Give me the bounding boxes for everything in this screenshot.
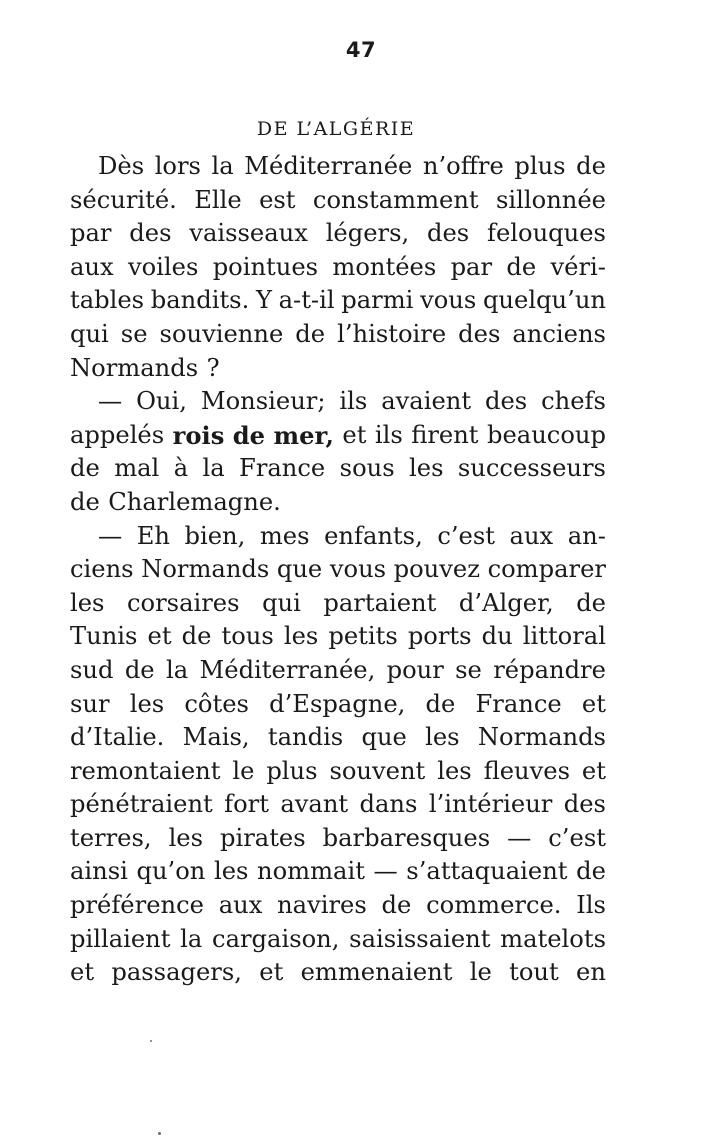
word: rois	[172, 420, 225, 450]
text-line	[70, 385, 606, 419]
word: sécurité.	[70, 185, 177, 214]
word: Elle	[194, 185, 242, 214]
word: de	[124, 655, 155, 684]
word: navires	[277, 891, 367, 920]
word: de	[576, 588, 606, 617]
text-line	[70, 150, 606, 184]
word: France	[239, 454, 326, 483]
text-line	[70, 923, 606, 957]
word: tout	[509, 958, 559, 987]
page-number: 47	[345, 38, 377, 62]
word: côtes	[184, 689, 249, 718]
paper-speck	[150, 1040, 152, 1042]
word: du	[481, 622, 513, 651]
text-line	[70, 352, 606, 386]
word: des	[484, 387, 528, 416]
text-line	[70, 855, 606, 889]
word: tables	[70, 286, 145, 315]
word: ciens	[70, 555, 134, 584]
word: beaucoup	[486, 420, 606, 449]
text-line	[70, 184, 606, 218]
word: fort	[224, 790, 269, 819]
word: partaient	[323, 588, 437, 617]
word: les	[283, 622, 319, 651]
word: d’Italie.	[70, 723, 165, 752]
word: pirates	[220, 823, 306, 852]
text-line	[70, 318, 606, 352]
word: en	[576, 958, 606, 987]
word: légers,	[325, 219, 410, 248]
word: de	[232, 420, 266, 450]
text-line	[70, 822, 606, 856]
word: vaisseaux	[189, 219, 308, 248]
word: c’est	[437, 521, 495, 550]
word: remontaient	[70, 756, 221, 785]
word: —	[98, 387, 123, 416]
word: les	[437, 756, 472, 785]
word: des	[129, 219, 172, 248]
word: par	[70, 219, 112, 248]
word: an-	[567, 521, 606, 550]
word: de	[425, 689, 456, 718]
word: d’Espagne,	[269, 689, 406, 718]
word: saisissaient	[349, 924, 491, 953]
word: appelés	[70, 420, 165, 449]
word: emmenaient	[300, 958, 453, 987]
word: —	[98, 521, 123, 550]
word: mes	[259, 521, 310, 550]
text-line	[70, 654, 606, 688]
word: lors	[154, 152, 201, 180]
running-head: DE L’ALGÉRIE	[256, 118, 416, 140]
text-line	[70, 217, 606, 251]
word: la	[202, 454, 225, 483]
word: vous	[329, 555, 387, 584]
text-line	[70, 889, 606, 923]
paper-speck	[158, 1132, 161, 1135]
word: comparer	[487, 555, 606, 584]
word: ports	[407, 622, 472, 651]
word: ils	[339, 387, 368, 416]
word: s’attaquaient	[406, 857, 568, 886]
word: Eh	[136, 521, 170, 550]
word: l’histoire	[337, 319, 447, 348]
text-line	[70, 452, 606, 486]
word: par	[450, 252, 493, 281]
word: Mais,	[182, 723, 250, 752]
word: de	[70, 487, 100, 516]
word: de	[295, 319, 326, 348]
word: corsaires	[127, 588, 240, 617]
word: sillonnée	[496, 185, 606, 214]
word: souvienne	[159, 319, 284, 348]
word: ils	[374, 420, 403, 449]
word: les	[129, 689, 165, 718]
word: la	[211, 152, 234, 180]
word: ?	[206, 353, 220, 382]
word: préférence	[70, 891, 204, 920]
word: chefs	[541, 387, 606, 416]
word: et	[581, 756, 606, 785]
word: Méditerranée	[244, 152, 413, 180]
word: des	[563, 790, 606, 819]
word: le	[232, 756, 255, 785]
word: pointues	[212, 252, 319, 281]
word: aux	[218, 891, 263, 920]
text-line	[70, 755, 606, 789]
word: aux	[70, 252, 114, 281]
word: commerce.	[426, 891, 562, 920]
word: les	[213, 857, 249, 886]
word: firent	[411, 420, 479, 449]
word: n’offre	[422, 152, 504, 180]
word: de	[70, 454, 100, 483]
word: c’est	[548, 823, 606, 852]
word: tandis	[267, 723, 344, 752]
word: qu’on	[136, 857, 206, 886]
word: répandre	[493, 655, 606, 684]
word: Monsieur;	[200, 387, 326, 416]
text-line	[70, 721, 606, 755]
word: est	[259, 185, 296, 214]
word: littoral	[522, 622, 606, 651]
word: sur	[70, 689, 110, 718]
word: que	[276, 555, 323, 584]
word: felouques	[487, 219, 606, 248]
word: véri-	[550, 252, 606, 281]
text-line	[70, 788, 606, 822]
word: constamment	[312, 185, 479, 214]
word: passagers,	[111, 958, 242, 987]
text-line	[70, 688, 606, 722]
word: Charlemagne.	[108, 487, 281, 516]
word: dans	[359, 790, 418, 819]
word: —	[373, 857, 398, 886]
word: des	[427, 219, 470, 248]
word: vous	[420, 286, 477, 315]
word: d’Alger,	[458, 588, 554, 617]
word: de	[181, 622, 212, 651]
word: quelqu’un	[482, 286, 606, 315]
word: voiles	[127, 252, 199, 281]
text-line	[70, 520, 606, 554]
word: pour	[386, 655, 444, 684]
body-text	[70, 150, 606, 990]
word: plus	[266, 756, 318, 785]
word: se	[455, 655, 482, 684]
word: sous	[339, 454, 395, 483]
word: la	[180, 924, 203, 953]
text-line	[70, 587, 606, 621]
word: pénétraient	[70, 790, 213, 819]
word: Méditerranée,	[199, 655, 376, 684]
word: —	[507, 823, 532, 852]
word: ainsi	[70, 857, 128, 886]
text-line	[70, 284, 606, 318]
word: nommait	[257, 857, 365, 886]
word: et	[259, 958, 284, 987]
word: et	[581, 689, 606, 718]
text-line	[70, 251, 606, 285]
word: Normands	[70, 353, 199, 382]
word: tous	[221, 622, 274, 651]
word: Oui,	[136, 387, 187, 416]
word: parmi	[341, 286, 414, 315]
word: aux	[509, 521, 554, 550]
word: qui	[70, 319, 109, 348]
word: les	[168, 823, 204, 852]
word: France	[475, 689, 562, 718]
word: montées	[332, 252, 437, 281]
word: sud	[70, 655, 114, 684]
word: les	[409, 454, 444, 483]
word: fleuves	[483, 756, 570, 785]
text-line	[70, 620, 606, 654]
word: de	[506, 252, 537, 281]
word: cargaison,	[212, 924, 340, 953]
word: se	[120, 319, 148, 348]
word: bien,	[184, 521, 246, 550]
word: de	[576, 857, 606, 886]
word: bandits.	[150, 286, 250, 315]
word: Tunis	[70, 622, 138, 651]
word: de	[576, 152, 606, 180]
word: enfants,	[324, 521, 423, 550]
word: qui	[262, 588, 301, 617]
word: les	[70, 588, 105, 617]
word: pillaient	[70, 924, 171, 953]
word: la	[165, 655, 189, 684]
word: l’intérieur	[428, 790, 553, 819]
word: terres,	[70, 823, 152, 852]
word: et	[342, 420, 367, 449]
word: successeurs	[457, 454, 606, 483]
text-line	[70, 486, 606, 520]
text-line	[70, 553, 606, 587]
word: Y	[255, 286, 272, 315]
word: et	[147, 622, 172, 651]
word: Normands	[141, 555, 270, 584]
word: les	[425, 723, 460, 752]
word: anciens	[512, 319, 606, 348]
word: pouvez	[393, 555, 480, 584]
word: et	[70, 958, 95, 987]
word: des	[458, 319, 501, 348]
word: petits	[328, 622, 398, 651]
word: que	[361, 723, 407, 752]
word: Normands	[477, 723, 606, 752]
word: de	[381, 891, 412, 920]
word: Dès	[98, 152, 145, 180]
word: Ils	[576, 891, 606, 920]
word: plus	[514, 152, 566, 180]
text-line	[70, 419, 606, 453]
word: avaient	[381, 387, 472, 416]
word: à	[173, 454, 189, 483]
word: avant	[280, 790, 349, 819]
word: souvent	[329, 756, 426, 785]
word: mer,	[273, 420, 334, 450]
word: a-t-il	[278, 286, 335, 315]
word: mal	[114, 454, 160, 483]
text-line	[70, 956, 606, 990]
word: barbaresques	[322, 823, 491, 852]
word: le	[469, 958, 492, 987]
word: matelots	[500, 924, 606, 953]
